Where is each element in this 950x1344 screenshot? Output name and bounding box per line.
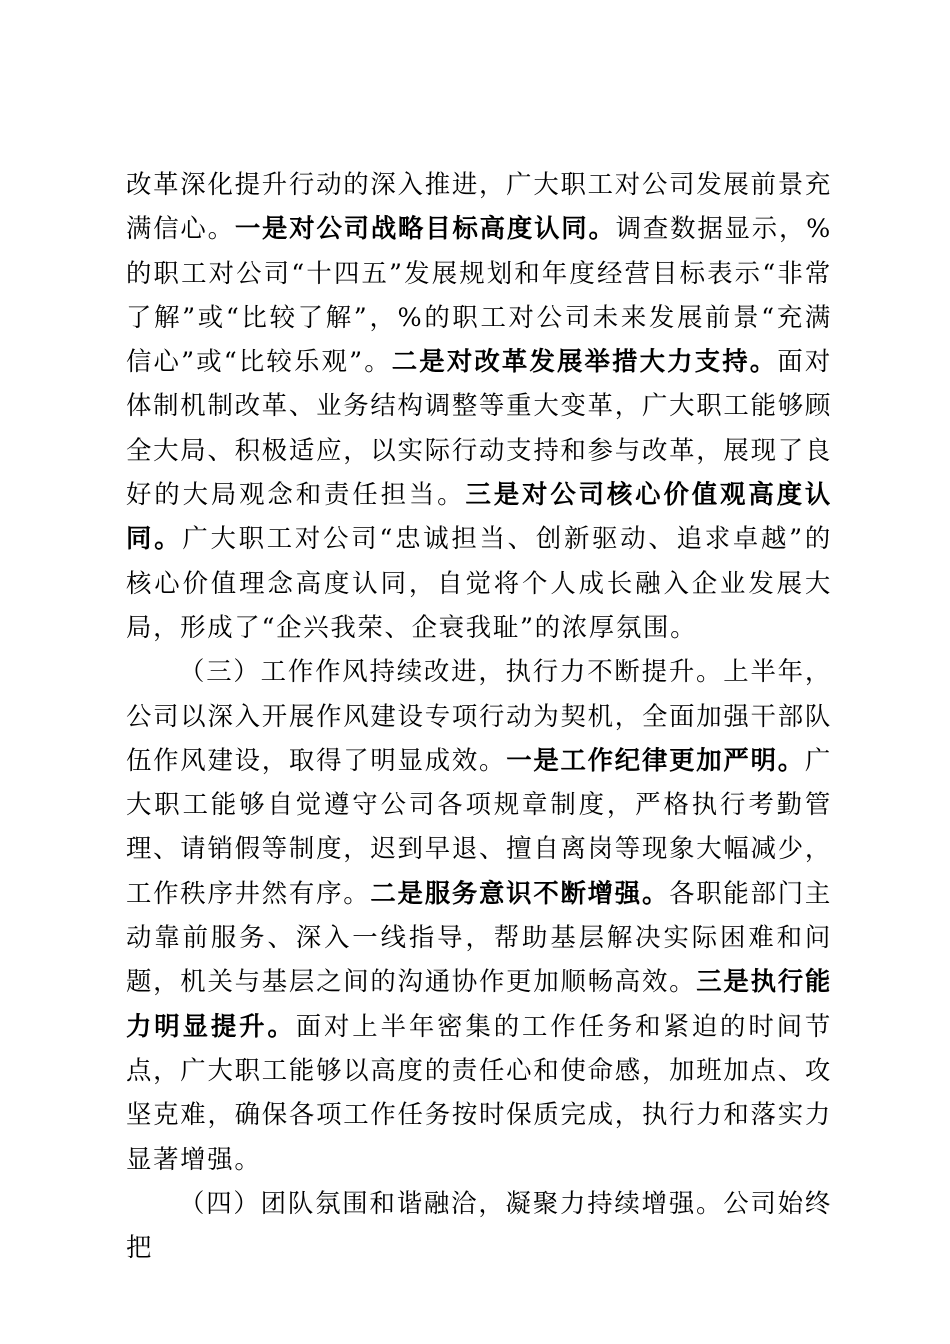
paragraph-text: 调查数据显示，%的职工对公司“十四五”发展规划和年度经营目标表示“非常了解”或“比较了解”，%的职工对公司未来发展前景“充满信心”或“比较乐观”。 [126, 213, 832, 377]
bold-heading-three: 三是对公司核心价值观高度认同。 [126, 479, 832, 554]
paragraph-text: 面对体制机制改革、业务结构调整等重大变革，广大职工能够顾全大局、积极适应，以实际行动支持和参与改革，展现了良好的大局观念和责任担当。 [126, 346, 832, 510]
paragraph-text: 各职能部门主动靠前服务、深入一线指导，帮助基层解决实际困难和问题，机关与基层之间的沟通协作更加顺畅高效。 [126, 877, 832, 997]
paragraph-text: 广大职工对公司“忠诚担当、创新驱动、追求卓越”的核心价值理念高度认同，自觉将个人成长融入企业发展大局，形成了“企兴我荣、企衰我耻”的浓厚氛围。 [126, 523, 833, 642]
bold-heading-two: 二是对改革发展举措大力支持。 [391, 346, 778, 377]
paragraph-text: 广大职工能够自觉遵守公司各项规章制度，严格执行考勤管理、请销假等制度，迟到早退、擅自离岗等现象大幅减少，工作秩序井然有序。 [126, 744, 832, 908]
section-heading-text: （三）工作作风持续改进，执行力不断提升。上半年，公司以深入开展作风建设专项行动为契机，全面加强干部队伍作风建设，取得了明显成效。 [126, 656, 832, 775]
bold-heading-one: 一是工作纪律更加严明。 [506, 744, 805, 775]
section-heading-text: （四）团队氛围和谐融洽，凝聚力持续增强。公司始终把 [126, 1187, 832, 1263]
paragraph-section-four [126, 1181, 832, 1270]
bold-heading-two: 二是服务意识不断增强。 [370, 877, 670, 908]
paragraph-text: 改革深化提升行动的深入推进，广大职工对公司发展前景充满信心。 [126, 169, 832, 244]
bold-heading-one: 一是对公司战略目标高度认同。 [234, 213, 616, 244]
paragraph-section-three [126, 649, 832, 1181]
bold-heading-three: 三是执行能力明显提升。 [126, 966, 832, 1041]
paragraph-text: 面对上半年密集的工作任务和紧迫的时间节点，广大职工能够以高度的责任心和使命感，加班加点、攻坚克难，确保各项工作任务按时保质完成，执行力和落实力显著增强。 [126, 1010, 832, 1174]
paragraph-intro [126, 162, 832, 649]
document-body [126, 162, 832, 1269]
